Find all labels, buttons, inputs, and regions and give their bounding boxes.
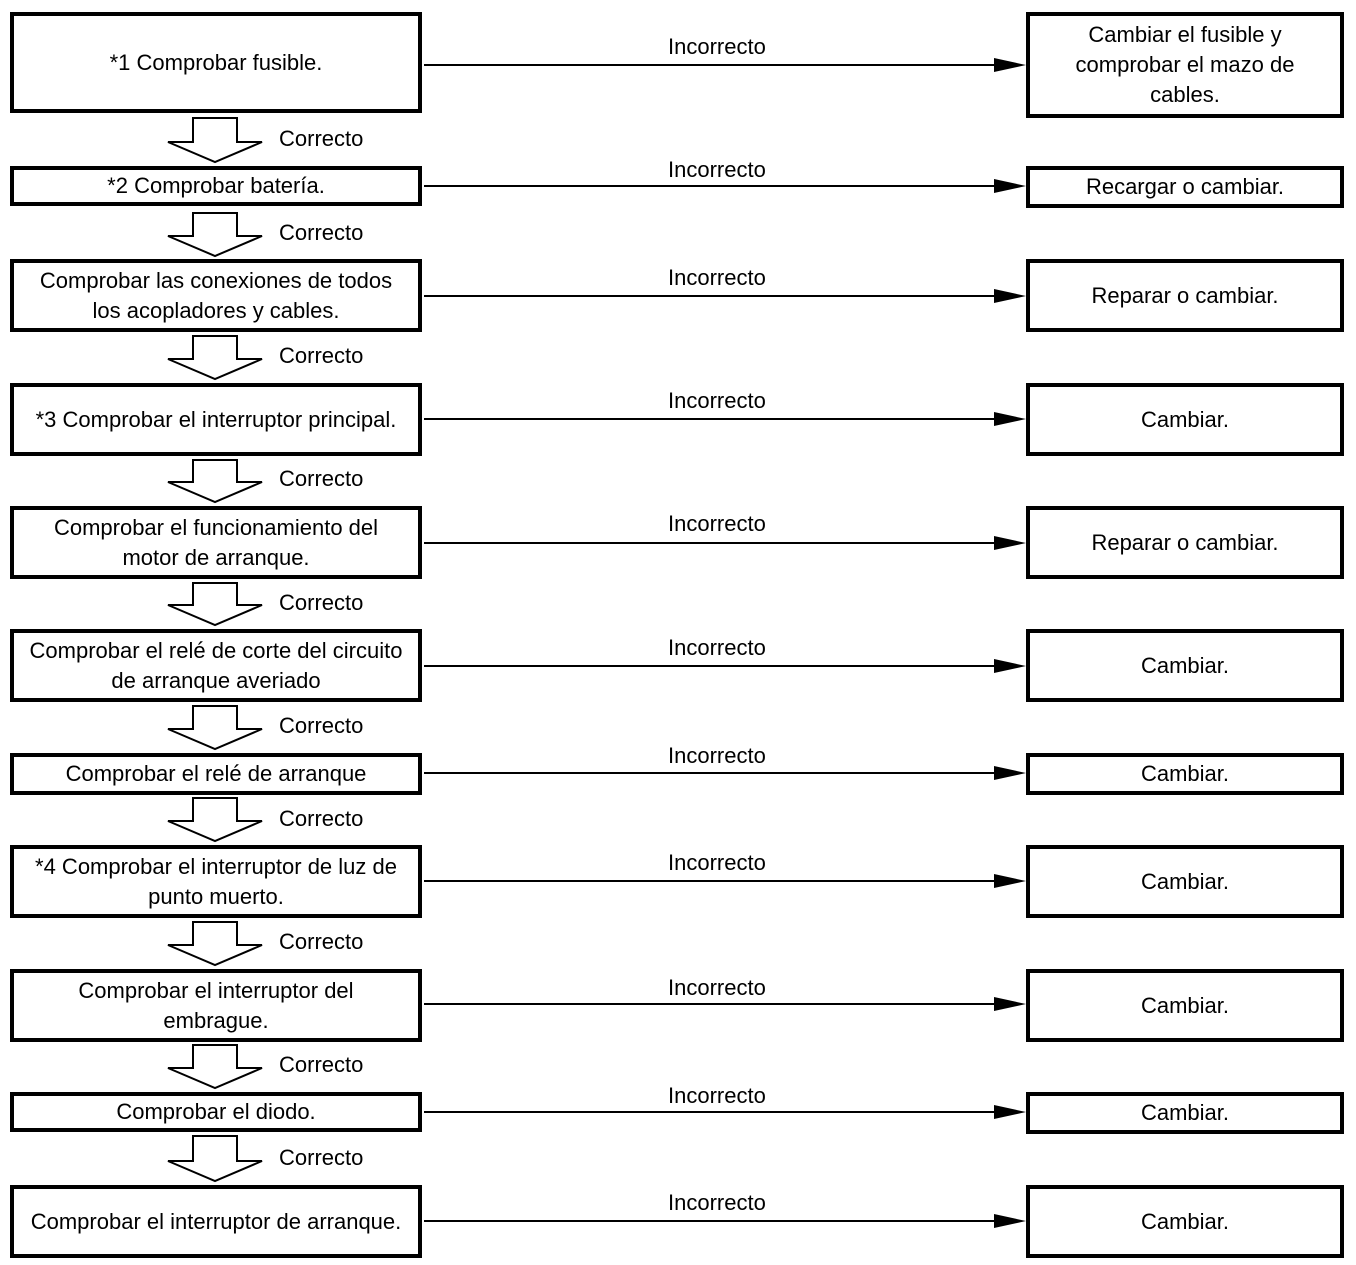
correct-down-arrow [168, 706, 262, 749]
correct-label: Correcto [279, 466, 364, 491]
correct-down-arrow [168, 1136, 262, 1181]
action-box-fuse: Cambiar el fusible y comprobar el mazo de cables. [1026, 12, 1344, 118]
incorrect-label: Incorrecto [668, 635, 766, 660]
check-box-cutoff-relay: Comprobar el relé de corte del circuito de arranque averiado [10, 629, 422, 702]
incorrect-arrowhead [994, 1105, 1026, 1119]
correct-down-arrow [168, 336, 262, 379]
action-box-starter-motor: Reparar o cambiar. [1026, 506, 1344, 579]
check-box-starter-motor: Comprobar el funcionamiento del motor de arranque. [10, 506, 422, 579]
incorrect-label: Incorrecto [668, 743, 766, 768]
incorrect-label: Incorrecto [668, 388, 766, 413]
correct-down-arrow [168, 798, 262, 841]
incorrect-arrowhead [994, 766, 1026, 780]
incorrect-label: Incorrecto [668, 511, 766, 536]
incorrect-arrowhead [994, 874, 1026, 888]
incorrect-label: Incorrecto [668, 1083, 766, 1108]
check-box-starter-relay: Comprobar el relé de arranque [10, 753, 422, 795]
check-box-main-switch: *3 Comprobar el interruptor principal. [10, 383, 422, 456]
incorrect-arrowhead [994, 997, 1026, 1011]
action-box-connections: Reparar o cambiar. [1026, 259, 1344, 332]
action-box-starter-relay: Cambiar. [1026, 753, 1344, 795]
incorrect-label: Incorrecto [668, 157, 766, 182]
correct-down-arrow [168, 922, 262, 965]
correct-down-arrow [168, 118, 262, 162]
incorrect-arrowhead [994, 1214, 1026, 1228]
action-box-clutch-switch: Cambiar. [1026, 969, 1344, 1042]
check-box-start-switch: Comprobar el interruptor de arranque. [10, 1185, 422, 1258]
incorrect-label: Incorrecto [668, 850, 766, 875]
check-box-battery: *2 Comprobar batería. [10, 166, 422, 206]
correct-label: Correcto [279, 343, 364, 368]
incorrect-arrowhead [994, 659, 1026, 673]
correct-label: Correcto [279, 806, 364, 831]
action-box-start-switch: Cambiar. [1026, 1185, 1344, 1258]
incorrect-arrowhead [994, 412, 1026, 426]
correct-label: Correcto [279, 713, 364, 738]
check-box-clutch-switch: Comprobar el interruptor del embrague. [10, 969, 422, 1042]
correct-label: Correcto [279, 220, 364, 245]
correct-down-arrow [168, 213, 262, 256]
incorrect-label: Incorrecto [668, 1190, 766, 1215]
action-box-main-switch: Cambiar. [1026, 383, 1344, 456]
correct-label: Correcto [279, 126, 364, 151]
incorrect-label: Incorrecto [668, 34, 766, 59]
check-box-connections: Comprobar las conexiones de todos los acopladores y cables. [10, 259, 422, 332]
correct-down-arrow [168, 1045, 262, 1088]
action-box-diode: Cambiar. [1026, 1092, 1344, 1134]
incorrect-label: Incorrecto [668, 265, 766, 290]
action-box-neutral-switch: Cambiar. [1026, 845, 1344, 918]
correct-label: Correcto [279, 929, 364, 954]
correct-down-arrow [168, 583, 262, 625]
correct-down-arrow [168, 460, 262, 502]
check-box-neutral-switch: *4 Comprobar el interruptor de luz de punto muerto. [10, 845, 422, 918]
incorrect-arrowhead [994, 289, 1026, 303]
check-box-diode: Comprobar el diodo. [10, 1092, 422, 1132]
incorrect-arrowhead [994, 536, 1026, 550]
correct-label: Correcto [279, 590, 364, 615]
action-box-cutoff-relay: Cambiar. [1026, 629, 1344, 702]
incorrect-arrowhead [994, 179, 1026, 193]
incorrect-label: Incorrecto [668, 975, 766, 1000]
action-box-battery: Recargar o cambiar. [1026, 166, 1344, 208]
check-box-fuse: *1 Comprobar fusible. [10, 12, 422, 113]
incorrect-arrowhead [994, 58, 1026, 72]
correct-label: Correcto [279, 1145, 364, 1170]
correct-label: Correcto [279, 1052, 364, 1077]
